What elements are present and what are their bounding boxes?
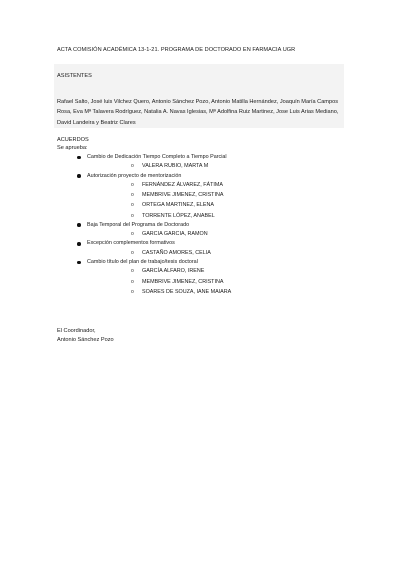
agreement-name-item xyxy=(87,248,347,258)
signoff-name: Antonio Sánchez Pozo xyxy=(57,337,114,344)
signoff xyxy=(57,327,114,346)
agreement-name-item xyxy=(87,229,347,239)
person-name: MEMBRIVE JIMENEZ, CRISTINA xyxy=(142,278,224,285)
agreement-item xyxy=(57,172,347,221)
signoff-role: El Coordinador, xyxy=(57,328,96,334)
document-title: ACTA COMISIÓN ACADÉMICA 13-1-21. PROGRAMA DE DOCTORADO EN FARMACIA UGR xyxy=(57,47,296,53)
agreement-names xyxy=(87,229,347,239)
person-name: MEMBRIVE JIMENEZ, CRISTINA xyxy=(142,192,224,199)
bullet-icon xyxy=(77,242,81,246)
agreement-name-item xyxy=(87,277,347,287)
circle-bullet-icon: o xyxy=(131,288,134,295)
agreement-item xyxy=(57,258,347,297)
agreements-list xyxy=(57,153,347,297)
agreement-item xyxy=(57,221,347,240)
person-name: GARCÍA ALFARO, IRENE xyxy=(142,268,205,275)
circle-bullet-icon: o xyxy=(131,278,134,285)
agreement-name-item xyxy=(87,211,347,221)
agreement-name-item xyxy=(87,190,347,200)
person-name: FERNÁNDEZ ÁLVAREZ, FÁTIMA xyxy=(142,182,223,189)
person-name: VALERA RUBIO, MARTA M xyxy=(142,163,209,170)
bullet-icon xyxy=(77,223,81,227)
attendees-heading: ASISTENTES xyxy=(57,73,92,79)
agreements-heading: ACUERDOS xyxy=(57,137,89,143)
agreement-label: Excepción complementos formativos xyxy=(87,240,175,247)
bullet-icon xyxy=(77,156,81,160)
bullet-icon xyxy=(77,261,81,265)
agreement-label: Baja Temporal del Programa de Doctorado xyxy=(87,221,190,228)
agreement-name-item xyxy=(87,161,347,171)
person-name: ORTEGA MARTINEZ, ELENA xyxy=(142,202,214,209)
circle-bullet-icon: o xyxy=(131,268,134,275)
circle-bullet-icon: o xyxy=(131,212,134,219)
agreement-name-item xyxy=(87,266,347,276)
circle-bullet-icon: o xyxy=(131,163,134,170)
circle-bullet-icon: o xyxy=(131,249,134,256)
agreement-names xyxy=(87,180,347,221)
circle-bullet-icon: o xyxy=(131,192,134,199)
person-name: GARCIA GARCIA, RAMON xyxy=(142,231,208,238)
agreement-label: Cambio título del plan de trabajo/tesis doctoral xyxy=(87,259,198,266)
agreement-item xyxy=(57,153,347,172)
agreement-name-item xyxy=(87,180,347,190)
agreement-item xyxy=(57,239,347,258)
agreement-name-item xyxy=(87,200,347,210)
agreement-label: Autorización proyecto de mentorización xyxy=(87,172,182,179)
person-name: SOARES DE SOUZA, IANE MAIARA xyxy=(142,288,232,295)
attendees-list: Rafael Salto, José luis Vilchez Quero, Antonio Sánchez Pozo, Antonio Matilla Hernández, Joaquín María Campos Rosa, Eva Mª Talavera Rodríguez, Natalia A. Navas Iglesias, Mª Adolfina Ruiz Martinez, Jose Luis Arias Mediano, David Landeira y Beatriz Clares xyxy=(57,99,339,126)
person-name: TORRENTE LÓPEZ, ANABEL xyxy=(142,212,215,219)
circle-bullet-icon: o xyxy=(131,182,134,189)
circle-bullet-icon: o xyxy=(131,231,134,238)
bullet-icon xyxy=(77,174,81,178)
circle-bullet-icon: o xyxy=(131,202,134,209)
agreement-name-item xyxy=(87,287,347,297)
agreement-names xyxy=(87,248,347,258)
person-name: CASTAÑO AMORES, CELIA xyxy=(142,249,211,256)
approval-intro: Se aprueba: xyxy=(57,145,88,151)
agreement-names xyxy=(87,266,347,297)
agreement-label: Cambio de Dedicación Tiempo Completo a Tiempo Parcial xyxy=(87,154,227,160)
agreement-names xyxy=(87,161,347,171)
